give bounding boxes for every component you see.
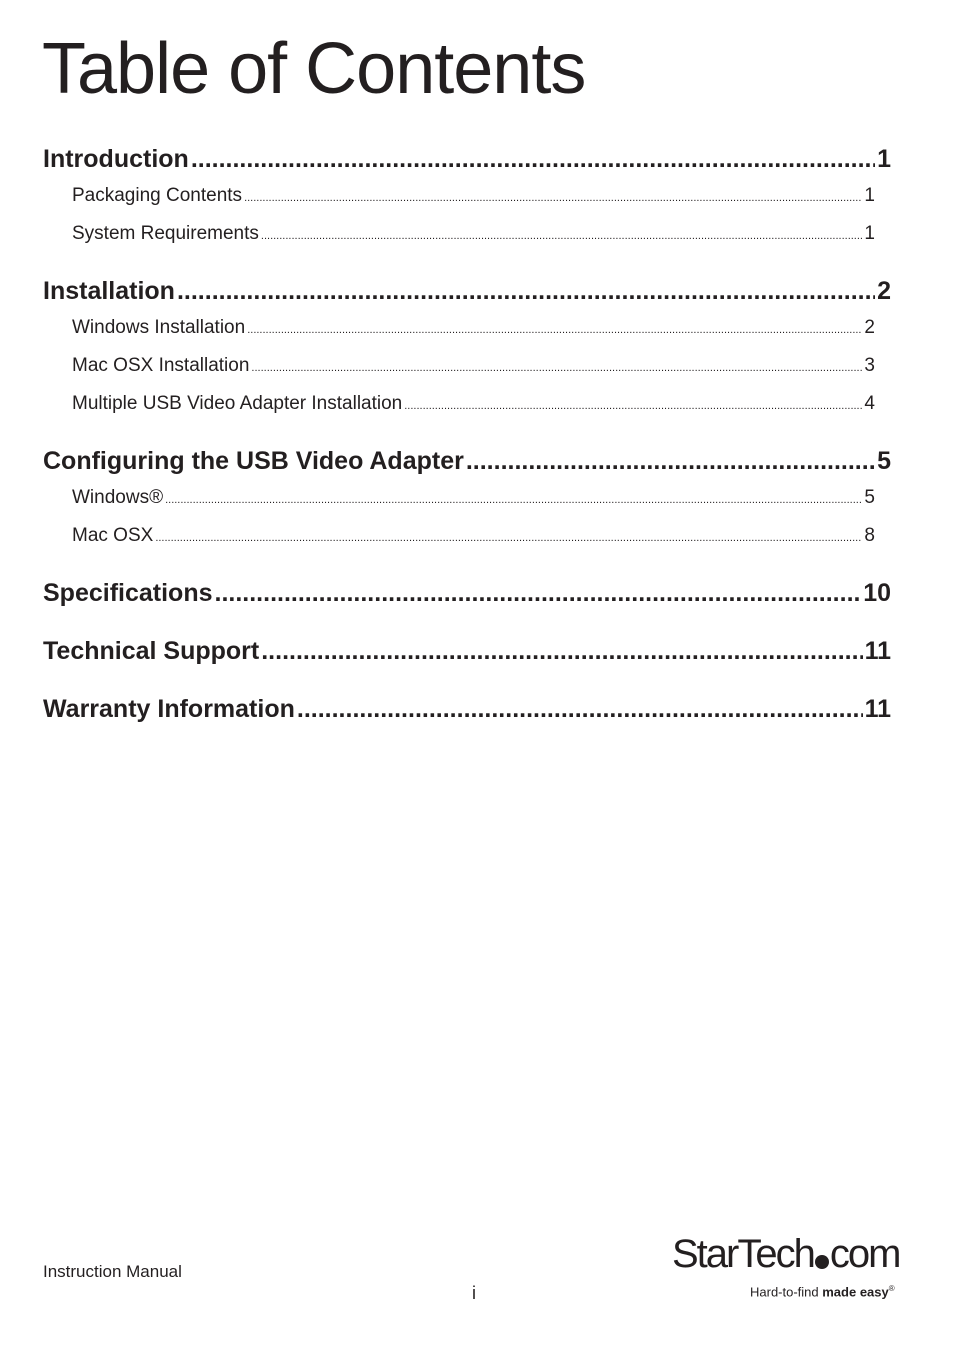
toc-entry-page: 5	[877, 447, 891, 475]
toc-entry-page: 8	[864, 525, 875, 546]
toc-entry-installation[interactable]	[43, 277, 891, 317]
leader-dots	[404, 400, 862, 412]
toc-subentry-packaging-contents[interactable]	[43, 185, 875, 223]
toc-subentry-mac-osx-installation[interactable]	[43, 355, 875, 393]
toc-entry-label: Windows®	[72, 487, 164, 508]
logo-brand-start: StarTech	[672, 1232, 814, 1276]
toc-entry-label: Configuring the USB Video Adapter	[43, 447, 464, 475]
page-number: i	[472, 1283, 476, 1303]
footer-document-type: Instruction Manual	[43, 1262, 182, 1281]
toc-entry-warranty-information[interactable]	[43, 695, 891, 735]
toc-entry-label: Mac OSX Installation	[72, 355, 250, 376]
logo-tagline-start: Hard-to-find	[750, 1284, 823, 1300]
toc-entry-specifications[interactable]	[43, 579, 891, 619]
toc-entry-page: 3	[864, 355, 875, 376]
toc-entry-configuring[interactable]	[43, 447, 891, 487]
leader-dots	[466, 447, 875, 476]
toc-entry-label: Installation	[43, 277, 175, 305]
toc-entry-page: 11	[864, 637, 891, 665]
toc-entry-label: Mac OSX	[72, 525, 154, 546]
leader-dots	[244, 192, 862, 204]
logo-brand-end: com	[829, 1232, 900, 1276]
toc-entry-label: Packaging Contents	[72, 185, 243, 206]
toc-entry-page: 10	[863, 579, 891, 607]
toc-entry-label: Introduction	[43, 145, 189, 173]
toc-entry-label: Specifications	[43, 579, 213, 607]
toc-entry-page: 4	[864, 393, 875, 414]
logo-tagline-bold: made easy	[822, 1284, 889, 1300]
startech-logo	[672, 1232, 912, 1304]
toc-entry-label: System Requirements	[72, 223, 259, 244]
logo-tagline	[750, 1284, 895, 1299]
toc-entry-label: Multiple USB Video Adapter Installation	[72, 393, 403, 414]
logo-dot-icon	[815, 1255, 829, 1269]
toc-entry-page: 11	[864, 695, 891, 723]
leader-dots	[247, 324, 862, 336]
leader-dots	[177, 277, 875, 306]
toc-subentry-multiple-adapter-installation[interactable]	[43, 393, 875, 431]
toc-entry-page: 1	[877, 145, 891, 173]
toc-subentry-mac-osx[interactable]	[43, 525, 875, 563]
leader-dots	[215, 579, 862, 608]
toc-entry-page: 2	[864, 317, 875, 338]
toc-entry-label: Technical Support	[43, 637, 260, 665]
toc-entry-introduction[interactable]	[43, 145, 891, 185]
toc-entry-page: 2	[877, 277, 891, 305]
leader-dots	[191, 145, 875, 174]
leader-dots	[297, 695, 863, 724]
toc-subentry-windows-installation[interactable]	[43, 317, 875, 355]
toc-entry-page: 5	[864, 487, 875, 508]
registered-mark: ®	[888, 1284, 895, 1293]
toc-entry-page: 1	[864, 223, 875, 244]
toc-subentry-windows[interactable]	[43, 487, 875, 525]
toc-entry-label: Warranty Information	[43, 695, 295, 723]
toc-subentry-system-requirements[interactable]	[43, 223, 875, 261]
toc-entry-page: 1	[864, 185, 875, 206]
toc-entry-label: Windows Installation	[72, 317, 246, 338]
table-of-contents	[43, 145, 891, 735]
logo-wordmark	[672, 1232, 912, 1276]
leader-dots	[261, 637, 862, 666]
page-title: Table of Contents	[42, 29, 586, 109]
leader-dots	[165, 494, 862, 506]
leader-dots	[251, 362, 862, 374]
leader-dots	[155, 532, 862, 544]
leader-dots	[261, 230, 863, 242]
toc-entry-technical-support[interactable]	[43, 637, 891, 677]
